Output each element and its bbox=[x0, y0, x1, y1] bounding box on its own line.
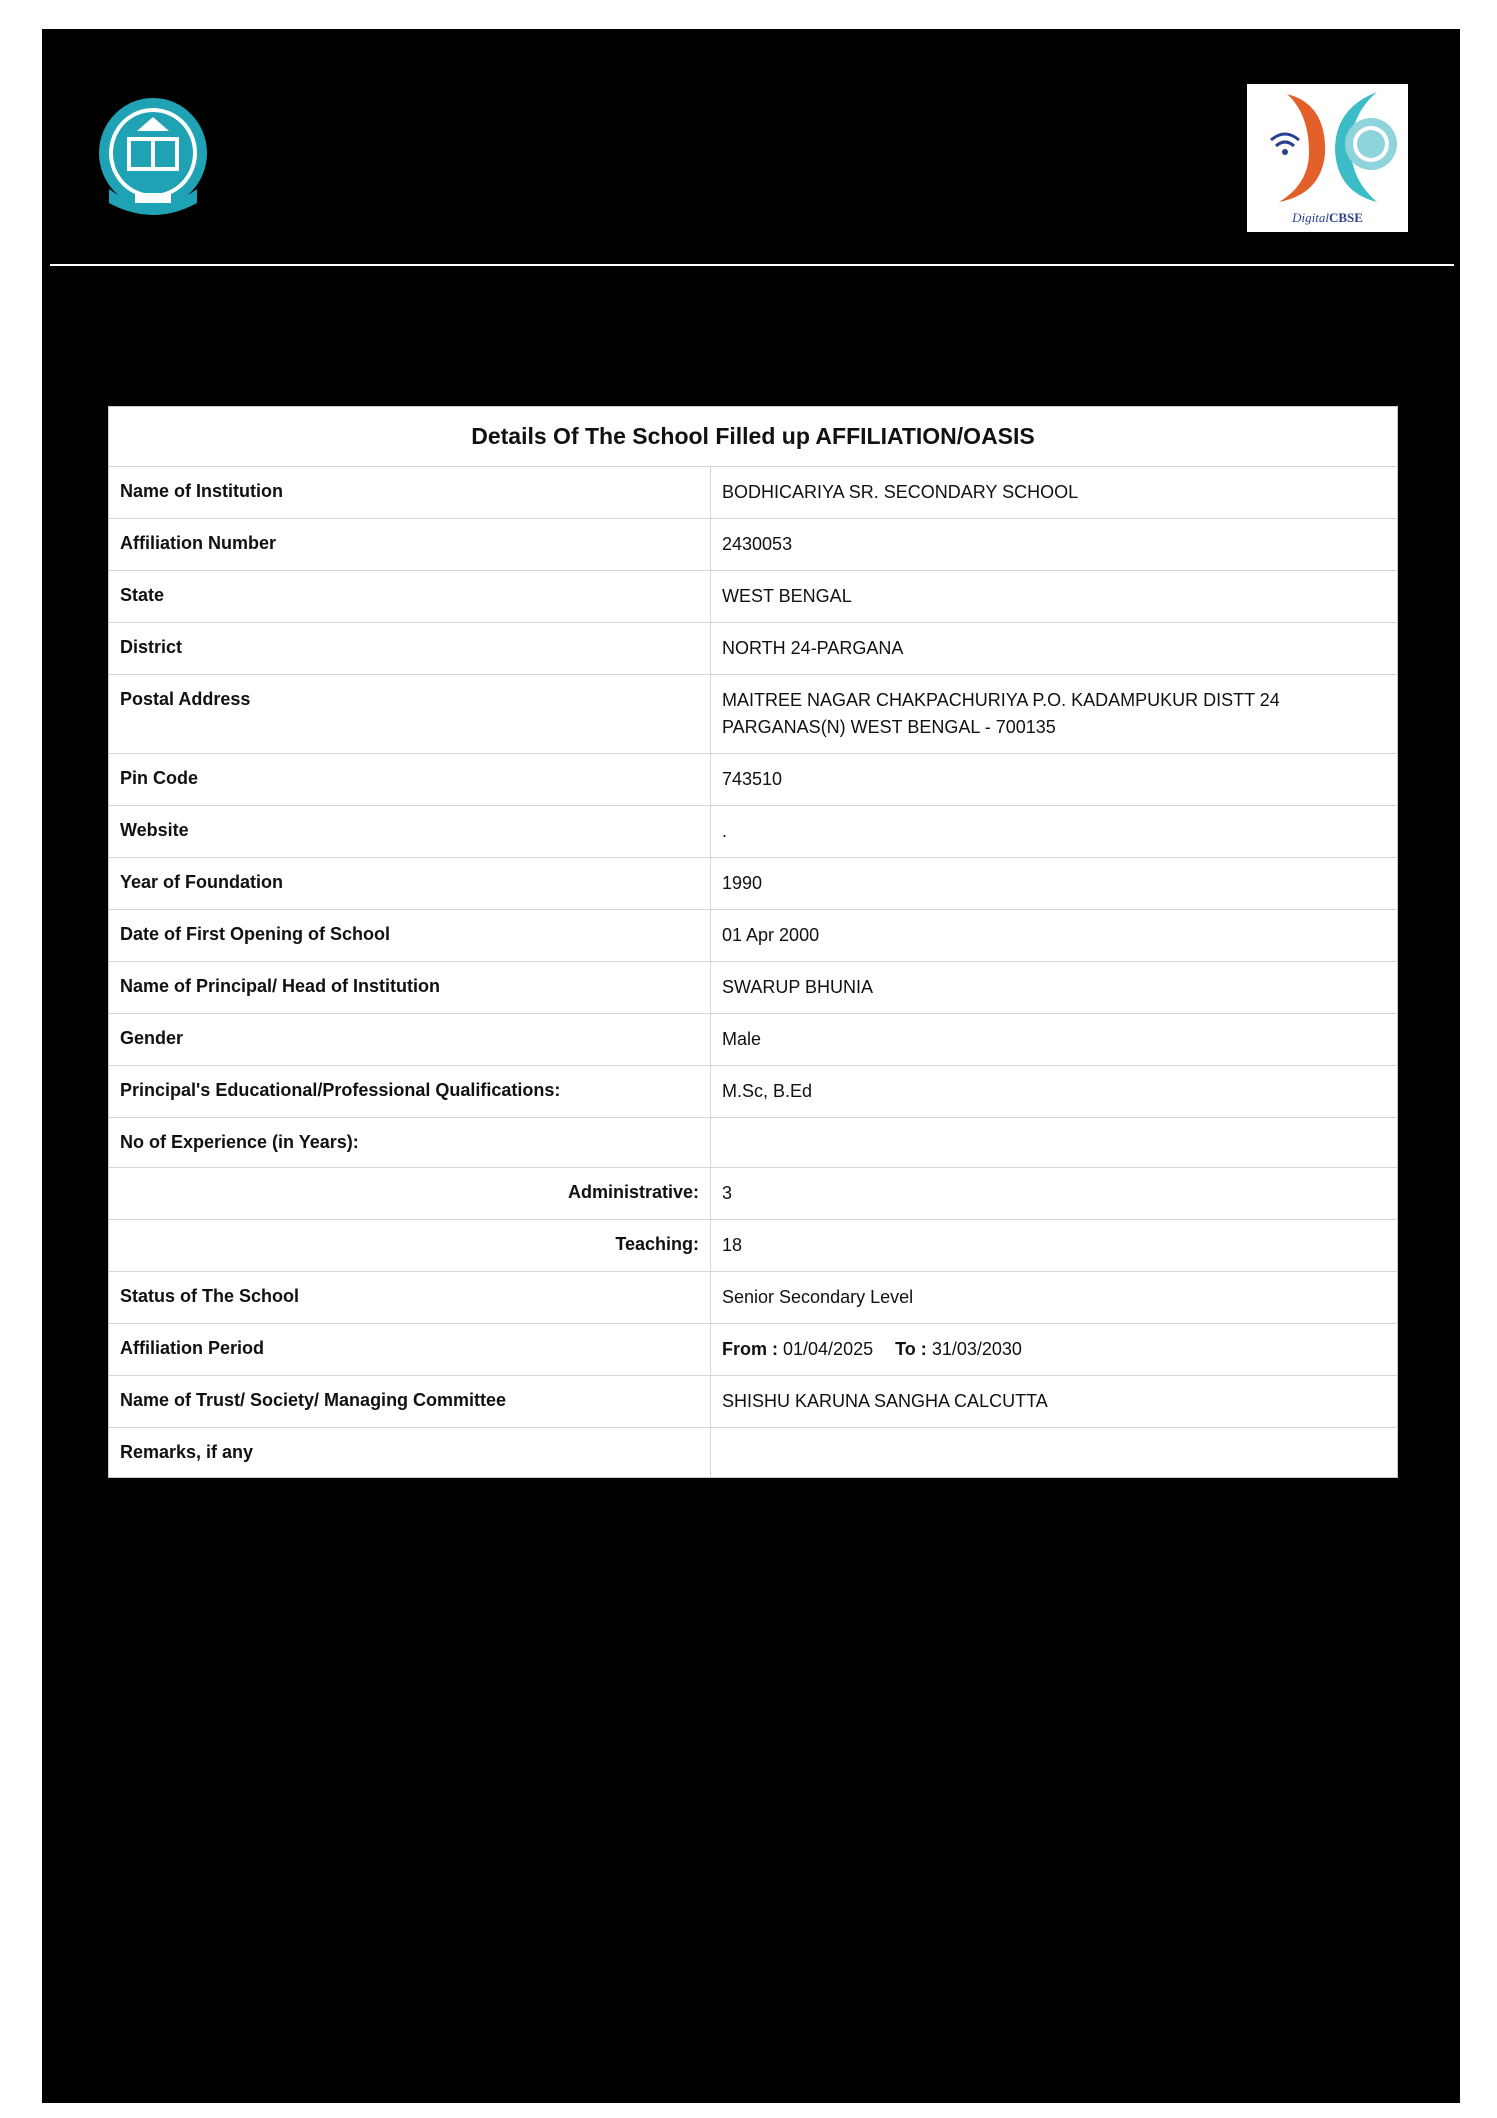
row-label: Status of The School bbox=[109, 1272, 711, 1323]
row-value: 2430053 bbox=[722, 534, 793, 554]
row-label: Teaching: bbox=[109, 1220, 711, 1271]
row-label: Affiliation Number bbox=[109, 519, 711, 570]
row-label: Principal's Educational/Professional Qualifications: bbox=[109, 1066, 711, 1117]
row-affiliation-number bbox=[109, 519, 1397, 571]
row-label: Date of First Opening of School bbox=[109, 910, 711, 961]
row-remarks bbox=[109, 1428, 1397, 1477]
row-label: Postal Address bbox=[109, 675, 711, 753]
row-trust-name bbox=[109, 1376, 1397, 1428]
row-value: 18 bbox=[722, 1235, 743, 1255]
row-label: Pin Code bbox=[109, 754, 711, 805]
table-title: Details Of The School Filled up AFFILIATION/OASIS bbox=[109, 407, 1397, 467]
row-value: M.Sc, B.Ed bbox=[722, 1081, 813, 1101]
row-value: Male bbox=[722, 1029, 762, 1049]
header-divider bbox=[50, 264, 1454, 266]
row-experience-administrative bbox=[109, 1168, 1397, 1220]
row-principal-name bbox=[109, 962, 1397, 1014]
row-value: 3 bbox=[722, 1183, 733, 1203]
digital-cbse-logo bbox=[1247, 84, 1408, 232]
period-to-label: To : bbox=[895, 1339, 927, 1359]
row-affiliation-period bbox=[109, 1324, 1397, 1376]
school-details-table bbox=[108, 406, 1398, 1478]
row-label: State bbox=[109, 571, 711, 622]
row-state bbox=[109, 571, 1397, 623]
period-to-value: 31/03/2030 bbox=[931, 1339, 1022, 1359]
digital-cbse-caption: DigitalCBSE bbox=[1292, 210, 1363, 225]
row-value: . bbox=[722, 821, 728, 841]
row-value: Senior Secondary Level bbox=[722, 1287, 914, 1307]
row-value bbox=[711, 1324, 1397, 1375]
row-label: Name of Institution bbox=[109, 467, 711, 518]
row-postal-address bbox=[109, 675, 1397, 754]
row-label: Gender bbox=[109, 1014, 711, 1065]
row-value: SWARUP BHUNIA bbox=[722, 977, 874, 997]
row-year-of-foundation bbox=[109, 858, 1397, 910]
row-label: Name of Trust/ Society/ Managing Committee bbox=[109, 1376, 711, 1427]
period-from-label: From : bbox=[722, 1339, 778, 1359]
row-value: 743510 bbox=[722, 769, 783, 789]
row-label: District bbox=[109, 623, 711, 674]
row-experience-years bbox=[109, 1118, 1397, 1168]
row-name-of-institution bbox=[109, 467, 1397, 519]
row-value bbox=[711, 1428, 1397, 1477]
row-value: SHISHU KARUNA SANGHA CALCUTTA bbox=[722, 1391, 1048, 1411]
row-date-of-first-opening bbox=[109, 910, 1397, 962]
row-label: Affiliation Period bbox=[109, 1324, 711, 1375]
row-value: 01 Apr 2000 bbox=[722, 925, 820, 945]
row-value: MAITREE NAGAR CHAKPACHURIYA P.O. KADAMPUKUR DISTT 24 PARGANAS(N) WEST BENGAL - 700135 bbox=[722, 690, 1280, 737]
row-label: Year of Foundation bbox=[109, 858, 711, 909]
row-value bbox=[711, 1118, 1397, 1167]
cbse-emblem-icon bbox=[97, 95, 209, 219]
row-experience-teaching bbox=[109, 1220, 1397, 1272]
row-pin-code bbox=[109, 754, 1397, 806]
row-value: NORTH 24-PARGANA bbox=[722, 638, 904, 658]
row-label: Website bbox=[109, 806, 711, 857]
row-website bbox=[109, 806, 1397, 858]
row-label: Name of Principal/ Head of Institution bbox=[109, 962, 711, 1013]
row-label: No of Experience (in Years): bbox=[109, 1118, 711, 1167]
period-from-value: 01/04/2025 bbox=[783, 1339, 874, 1359]
row-gender bbox=[109, 1014, 1397, 1066]
row-value: WEST BENGAL bbox=[722, 586, 852, 606]
row-value: 1990 bbox=[722, 873, 763, 893]
row-status-of-school bbox=[109, 1272, 1397, 1324]
row-label: Remarks, if any bbox=[109, 1428, 711, 1477]
row-value: BODHICARIYA SR. SECONDARY SCHOOL bbox=[722, 482, 1079, 502]
row-principal-qualifications bbox=[109, 1066, 1397, 1118]
row-district bbox=[109, 623, 1397, 675]
row-label: Administrative: bbox=[109, 1168, 711, 1219]
